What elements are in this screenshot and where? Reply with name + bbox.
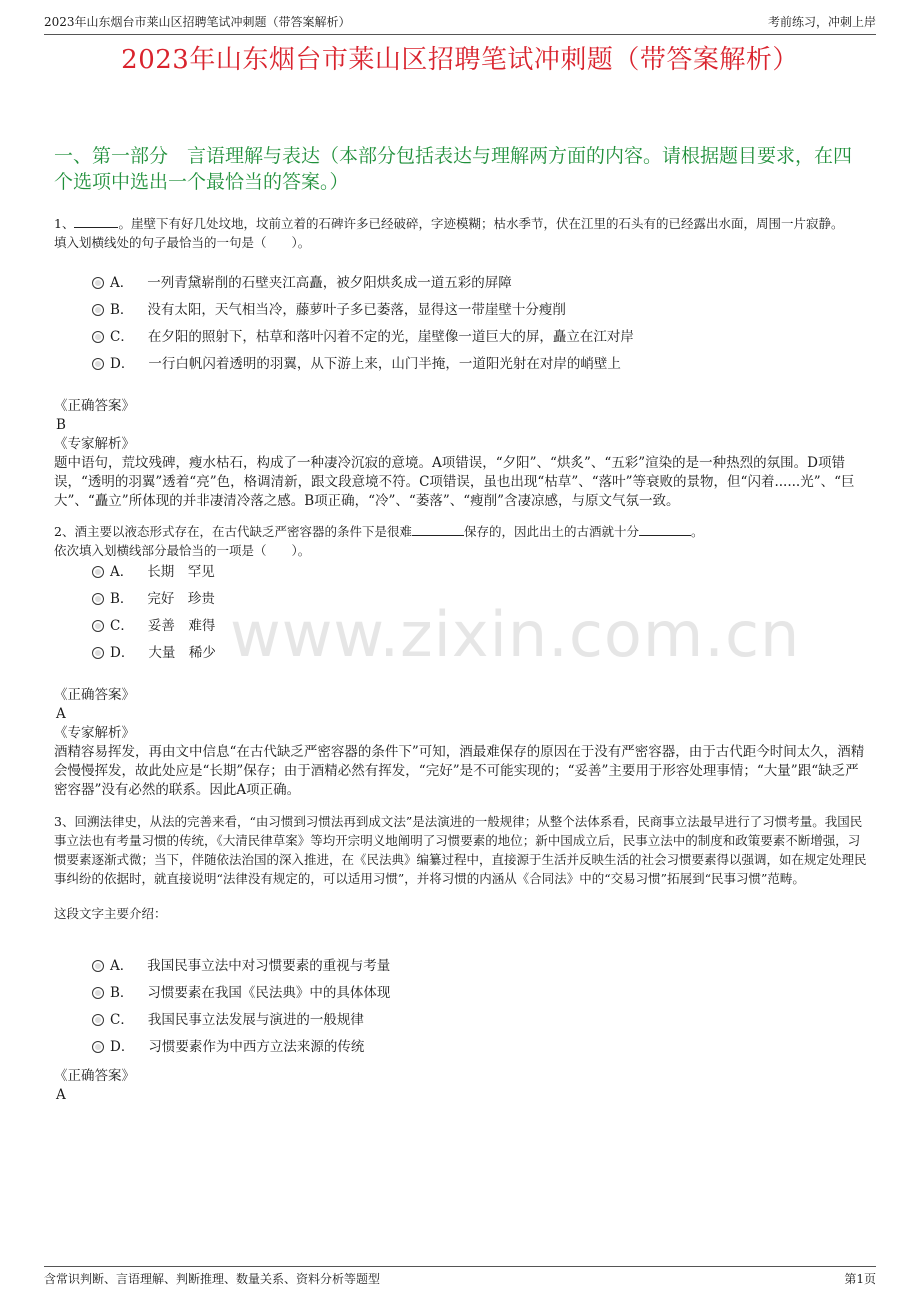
question-2-text-a: 酒主要以液态形式存在，在古代缺乏严密容器的条件下是很难 [74, 524, 412, 539]
page-header [44, 10, 876, 35]
radio-icon[interactable] [92, 960, 104, 972]
question-3-answer-block [54, 1067, 870, 1105]
question-3-options [92, 953, 390, 1061]
radio-icon[interactable] [92, 1014, 104, 1026]
option-letter: D． [110, 645, 135, 661]
answer-value: A [56, 706, 66, 722]
option-text: 长期 罕见 [147, 564, 215, 580]
radio-icon[interactable] [92, 593, 104, 605]
question-1-number: 1、 [54, 216, 75, 231]
radio-icon[interactable] [92, 358, 104, 370]
radio-icon[interactable] [92, 1041, 104, 1053]
question-1 [54, 214, 870, 252]
answer-label: 《正确答案》 [54, 687, 135, 703]
option-d[interactable] [92, 640, 216, 667]
answer-label: 《正确答案》 [54, 398, 135, 414]
radio-icon[interactable] [92, 304, 104, 316]
analysis-text: 题中语句，荒坟残碑，瘦水枯石，构成了一种凄冷沉寂的意境。A项错误，“夕阳”、“烘炙”、“五彩”渲染的是一种热烈的氛围。D项错误，“透明的羽翼”透着“亮”色，格调清新，跟文段意境不符。C项错误，虽也出现“枯草”、“落叶”等衰败的景物，但“闪着......光”、“巨大”、“矗立”所体现的并非凄清冷落之感。B项正确，“冷”、“萎落”、“瘦削”含凄凉感，与原文气氛一致。 [54, 455, 855, 509]
document-title: 2023年山东烟台市莱山区招聘笔试冲刺题（带答案解析） [121, 45, 799, 75]
radio-icon[interactable] [92, 647, 104, 659]
question-1-stem [54, 214, 870, 233]
analysis-label: 《专家解析》 [54, 725, 135, 741]
option-c[interactable] [92, 613, 216, 640]
option-d[interactable] [92, 1034, 390, 1061]
option-text: 妥善 难得 [147, 618, 216, 634]
option-a[interactable] [92, 953, 390, 980]
question-2-answer-block [54, 686, 870, 800]
radio-icon[interactable] [92, 566, 104, 578]
question-2-stem [54, 522, 870, 541]
question-3-number: 3、 [54, 814, 75, 829]
option-text: 一行白帆闪着透明的羽翼，从下游上来，山门半掩，一道阳光射在对岸的峭壁上 [148, 356, 621, 372]
radio-icon[interactable] [92, 331, 104, 343]
answer-value: B [56, 417, 66, 433]
option-letter: A． [110, 564, 134, 580]
option-b[interactable] [92, 297, 634, 324]
option-letter: B． [110, 985, 134, 1001]
option-text: 没有太阳，天气相当冷，藤萝叶子多已萎落，显得这一带崖壁十分瘦削 [147, 302, 566, 318]
option-c[interactable] [92, 324, 634, 351]
question-3-text: 回溯法律史，从法的完善来看，“由习惯到习惯法再到成文法”是法演进的一般规律；从整个法体系看，民商事立法最早进行了习惯考量。我国民事立法也有考量习惯的传统，《大清民律草案》等均开宗明义地阐明了习惯要素的地位；新中国成立后，民事立法中的制度和政策要素不断增强，习惯要素逐渐式微；当下，伴随依法治国的深入推进，在《民法典》编纂过程中，直接源于生活并反映生活的社会习惯要素得以强调，如在规定处理民事纠纷的依据时，就直接说明“法律没有规定的，可以适用习惯”，并将习惯的内涵从《合同法》中的“交易习惯”拓展到“民事习惯”范畴。 [54, 814, 867, 886]
question-3-stem [54, 812, 870, 888]
option-c[interactable] [92, 1007, 390, 1034]
question-2-prompt: 依次填入划横线部分最恰当的一项是（ ）。 [54, 543, 311, 558]
radio-icon[interactable] [92, 987, 104, 999]
option-text: 一列青黛崭削的石壁夹江高矗，被夕阳烘炙成一道五彩的屏障 [147, 275, 512, 291]
question-3 [54, 812, 870, 923]
radio-icon[interactable] [92, 620, 104, 632]
answer-value: A [56, 1087, 66, 1103]
option-text: 我国民事立法发展与演进的一般规律 [147, 1012, 364, 1028]
question-1-text: 。崖壁下有好几处坟地，坟前立着的石碑许多已经破碎，字迹模糊；枯水季节，伏在江里的石头有的已经露出水面，周围一片寂静。 [118, 216, 844, 231]
option-letter: A． [110, 275, 134, 291]
option-b[interactable] [92, 586, 216, 613]
question-2 [54, 522, 870, 560]
answer-label: 《正确答案》 [54, 1068, 135, 1084]
option-letter: C． [110, 618, 134, 634]
radio-icon[interactable] [92, 277, 104, 289]
question-1-answer-block [54, 397, 870, 511]
question-3-prompt: 这段文字主要介绍： [54, 906, 167, 921]
option-a[interactable] [92, 559, 216, 586]
page-number: 第1页 [844, 1272, 876, 1286]
header-right-text: 考前练习，冲刺上岸 [767, 15, 876, 29]
option-letter: D． [110, 1039, 135, 1055]
question-1-prompt: 填入划横线处的句子最恰当的一句是（ ）。 [54, 235, 311, 250]
watermark: www.zixin.com.cn [230, 598, 801, 671]
question-1-blank [74, 216, 118, 228]
question-2-text-b: 保存的，因此出土的古酒就十分 [463, 524, 639, 539]
question-2-blank-2 [639, 524, 691, 536]
question-2-text-c: 。 [690, 524, 704, 539]
option-text: 习惯要素作为中西方立法来源的传统 [148, 1039, 365, 1055]
option-letter: D． [110, 356, 135, 372]
question-1-options [92, 270, 634, 378]
analysis-text: 酒精容易挥发，再由文中信息“在古代缺乏严密容器的条件下”可知，酒最难保存的原因在于没有严密容器，由于古代距今时间太久，酒精会慢慢挥发，故此处应是“长期”保存；由于酒精必然有挥发，“完好”是不可能实现的；“妥善”主要用于形容处理事情；“大量”跟“缺乏严密容器”没有必然的联系。因此A项正确。 [54, 744, 865, 798]
option-b[interactable] [92, 980, 390, 1007]
option-text: 完好 珍贵 [147, 591, 215, 607]
footer-left-text: 含常识判断、言语理解、判断推理、数量关系、资料分析等题型 [44, 1272, 381, 1286]
option-d[interactable] [92, 351, 634, 378]
option-letter: B． [110, 591, 134, 607]
option-text: 习惯要素在我国《民法典》中的具体体现 [147, 985, 391, 1001]
option-letter: C． [110, 329, 134, 345]
option-text: 在夕阳的照射下，枯草和落叶闪着不定的光，崖壁像一道巨大的屏，矗立在江对岸 [147, 329, 634, 345]
option-text: 我国民事立法中对习惯要素的重视与考量 [147, 958, 391, 974]
header-left-text: 2023年山东烟台市莱山区招聘笔试冲刺题（带答案解析） [44, 15, 351, 29]
option-a[interactable] [92, 270, 634, 297]
page-footer [44, 1266, 876, 1291]
option-letter: C． [110, 1012, 134, 1028]
option-letter: B． [110, 302, 134, 318]
option-text: 大量 稀少 [148, 645, 216, 661]
section-title: 一、第一部分 言语理解与表达（本部分包括表达与理解两方面的内容。请根据题目要求，在四个选项中选出一个最恰当的答案。） [54, 145, 853, 193]
question-2-blank-1 [412, 524, 464, 536]
question-2-options [92, 559, 216, 667]
analysis-label: 《专家解析》 [54, 436, 135, 452]
option-letter: A． [110, 958, 134, 974]
question-2-number: 2、 [54, 524, 75, 539]
